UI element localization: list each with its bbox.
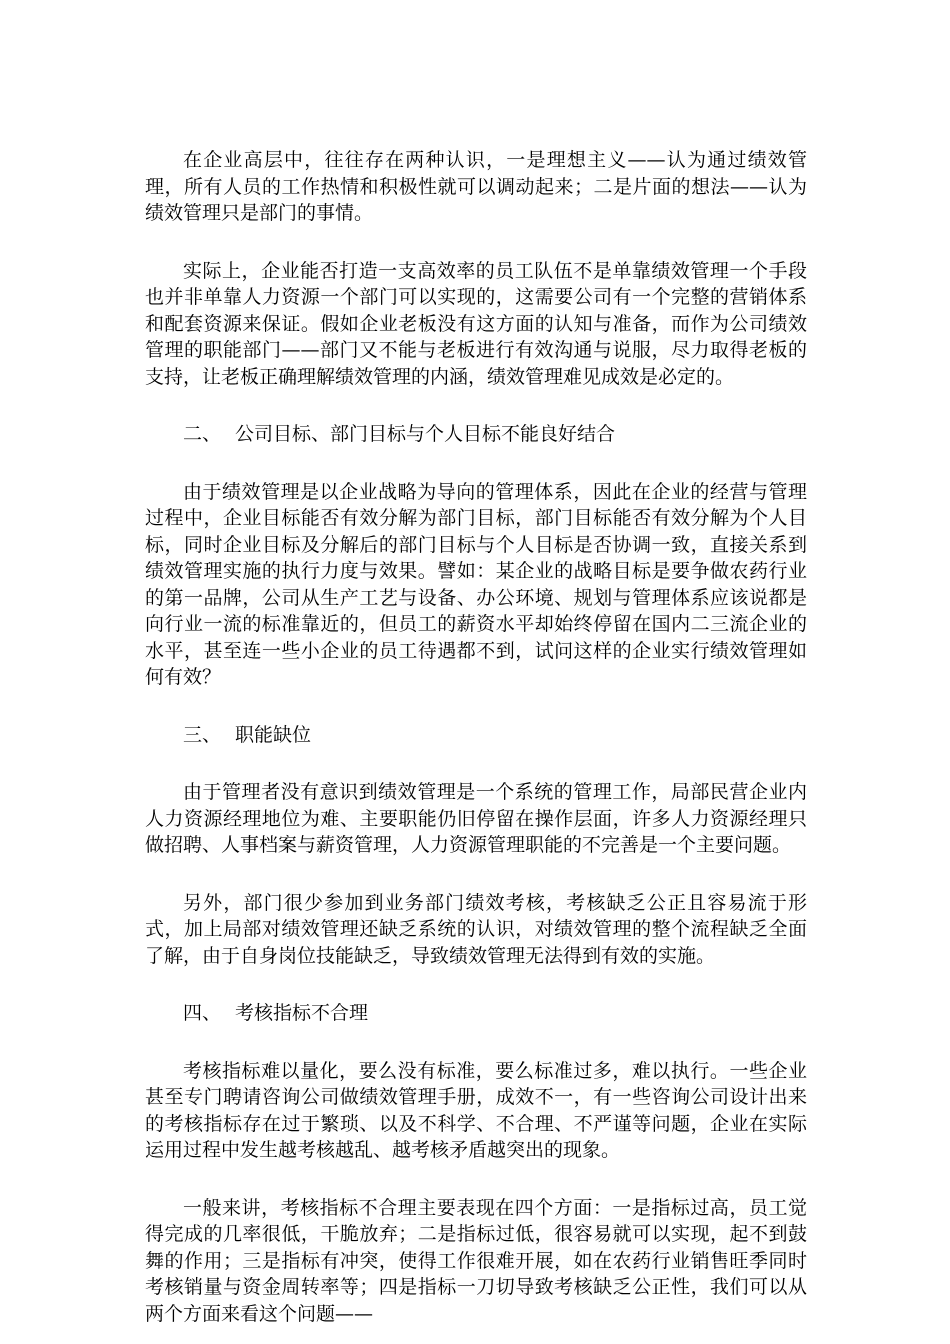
section-title: 职能缺位: [235, 723, 312, 746]
section-number: 四、: [183, 1002, 222, 1024]
section-number: 三、: [183, 723, 222, 746]
paragraph: 由于绩效管理是以企业战略为导向的管理体系，因此在企业的经营与管理过程中，企业目标能否有效分解为部门目标，部门目标能否有效分解为个人目标，同时企业目标及分解后的部门目标与个人目标是否协调一致，直接关系到绩效管理实施的执行力度与效果。譬如：某企业的战略目标是要争做农药行业的第一品牌，公司从生产工艺与设备、办公环境、规划与管理体系应该说都是向行业一流的标准靠近的，但员工的薪资水平却始终停留在国内二三流企业的水平，甚至连一些小企业的员工待遇都不到，试问这样的企业实行绩效管理如何有效？: [145, 480, 807, 688]
paragraph: 考核指标难以量化，要么没有标准，要么标准过多，难以执行。一些企业甚至专门聘请咨询公司做绩效管理手册，成效不一，有一些咨询公司设计出来的考核指标存在过于繁琐、以及不科学、不合理、不严谨等问题，企业在实际运用过程中发生越考核越乱、越考核矛盾越突出的现象。: [145, 1059, 807, 1161]
paragraph: 另外，部门很少参加到业务部门绩效考核，考核缺乏公正且容易流于形式，加上局部对绩效管理还缺乏系统的认识，对绩效管理的整个流程缺乏全面了解，由于自身岗位技能缺乏，导致绩效管理无法得到有效的实施。: [145, 891, 807, 967]
section-number: 二、: [183, 423, 222, 445]
paragraph: 实际上，企业能否打造一支高效率的员工队伍不是单靠绩效管理一个手段也并非单靠人力资源一个部门可以实现的，这需要公司有一个完整的营销体系和配套资源来保证。假如企业老板没有这方面的认知与准备，而作为公司绩效管理的职能部门——部门又不能与老板进行有效沟通与说服，尽力取得老板的支持，让老板正确理解绩效管理的内涵，绩效管理难见成效是必定的。: [145, 259, 807, 388]
section-heading-4: [145, 1000, 807, 1027]
section-heading-2: [145, 421, 807, 448]
section-title: 考核指标不合理: [235, 1002, 369, 1024]
paragraph: 在企业高层中，往往存在两种认识，一是理想主义——认为通过绩效管理，所有人员的工作热情和积极性就可以调动起来；二是片面的想法——认为绩效管理只是部门的事情。: [145, 149, 807, 224]
section-heading-3: [145, 722, 807, 749]
paragraph: 一般来讲，考核指标不合理主要表现在四个方面：一是指标过高，员工觉得完成的几率很低，干脆放弃；二是指标过低，很容易就可以实现，起不到鼓舞的作用；三是指标有冲突，使得工作很难开展，如在农药行业销售旺季同时考核销量与资金周转率等；四是指标一刀切导致考核缺乏公正性，我们可以从两个方面来看这个问题——: [145, 1196, 807, 1325]
document-body: [145, 147, 807, 1327]
section-title: 公司目标、部门目标与个人目标不能良好结合: [235, 423, 616, 445]
paragraph: 由于管理者没有意识到绩效管理是一个系统的管理工作，局部民营企业内人力资源经理地位为难、主要职能仍旧停留在操作层面，许多人力资源经理只做招聘、人事档案与薪资管理，人力资源管理职能的不完善是一个主要问题。: [145, 781, 807, 856]
